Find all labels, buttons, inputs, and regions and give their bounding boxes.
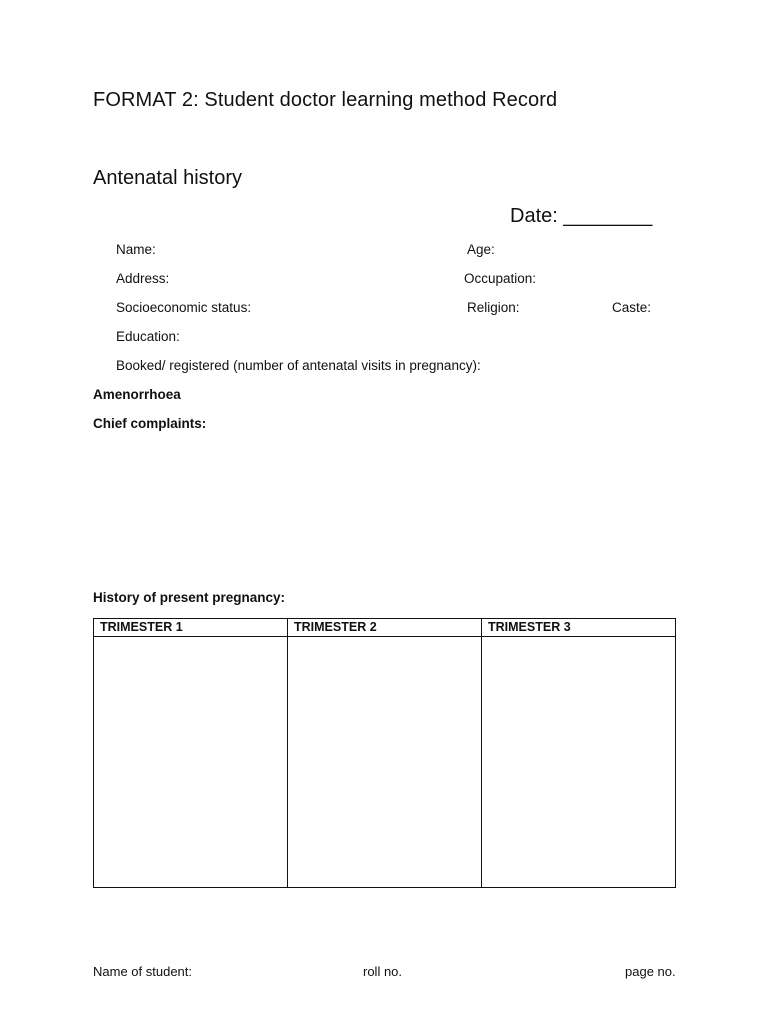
table-row <box>94 637 676 888</box>
footer-page-no: page no. <box>625 964 676 979</box>
religion-field-label: Religion: <box>467 300 520 315</box>
name-field-label: Name: <box>116 242 156 257</box>
trimester-2-cell <box>288 637 482 888</box>
age-field-label: Age: <box>467 242 495 257</box>
amenorrhoea-label: Amenorrhoea <box>93 387 181 402</box>
table-header-row <box>94 619 676 637</box>
trimester-3-header: TRIMESTER 3 <box>482 619 676 637</box>
footer-roll-no: roll no. <box>363 964 403 979</box>
occupation-field-label: Occupation: <box>464 271 537 286</box>
trimester-table <box>93 618 676 888</box>
history-present-pregnancy-label: History of present pregnancy: <box>93 590 286 605</box>
caste-field-label: Caste: <box>612 300 652 315</box>
chief-complaints-label: Chief complaints: <box>93 416 207 431</box>
booked-registered-field-label: Booked/ registered (number of antenatal visits in pregnancy): <box>116 358 481 373</box>
trimester-3-cell <box>482 637 676 888</box>
date-field: Date: ________ <box>510 205 653 227</box>
document-title: FORMAT 2: Student doctor learning method Record <box>93 89 558 111</box>
section-title: Antenatal history <box>93 167 242 189</box>
trimester-2-header: TRIMESTER 2 <box>288 619 482 637</box>
trimester-1-cell <box>94 637 288 888</box>
trimester-1-header: TRIMESTER 1 <box>94 619 288 637</box>
footer-student-name: Name of student: <box>93 964 192 979</box>
education-field-label: Education: <box>116 329 180 344</box>
address-field-label: Address: <box>116 271 170 286</box>
socioeconomic-status-field-label: Socioeconomic status: <box>116 300 252 315</box>
